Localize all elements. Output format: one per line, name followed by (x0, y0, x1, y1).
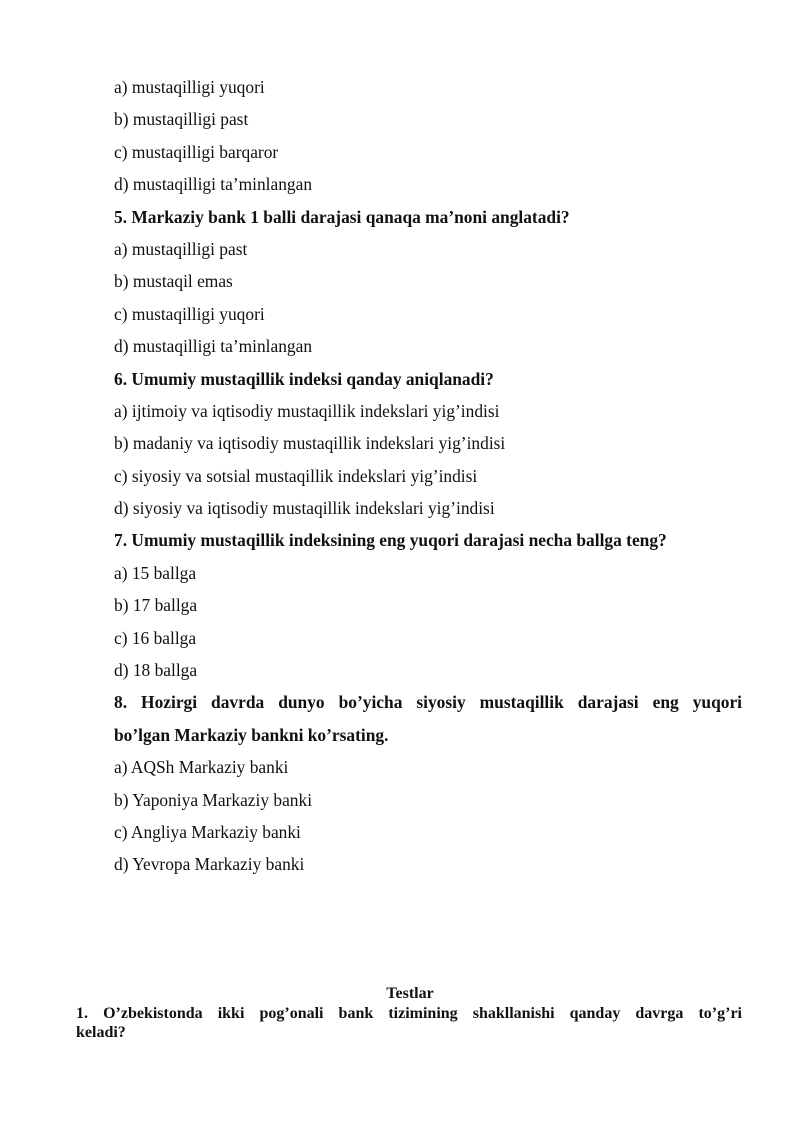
answer-option: c) siyosiy va sotsial mustaqillik indekslari yig’indisi (114, 465, 478, 486)
question-list (114, 76, 742, 886)
question-text: 5. Markaziy bank 1 balli darajasi qanaqa ma’noni anglatadi? (114, 206, 570, 227)
answer-option: d) 18 ballga (114, 660, 198, 681)
answer-option: d) mustaqilligi ta’minlangan (114, 336, 313, 357)
question-text: 8. Hozirgi davrda dunyo bo’yicha siyosiy mustaqillik darajasi eng yuqori (114, 692, 742, 713)
answer-option: b) mustaqilligi past (114, 109, 249, 130)
answer-option: c) 16 ballga (114, 627, 197, 648)
answer-option: b) 17 ballga (114, 595, 198, 616)
answer-option: c) Angliya Markaziy banki (114, 821, 301, 842)
question-text: bo’lgan Markaziy bankni ko’rsating. (114, 724, 389, 745)
section-question (76, 1004, 742, 1042)
section-question-line-1: 1. O’zbekistonda ikki pog’onali bank tizimining shakllanishi qanday davrga to’g’ri (76, 1005, 742, 1022)
section-question-line-2: keladi? (76, 1024, 126, 1041)
answer-option: b) Yaponiya Markaziy banki (114, 789, 313, 810)
answer-option: d) mustaqilligi ta’minlangan (114, 174, 313, 195)
answer-option: c) mustaqilligi barqaror (114, 141, 279, 162)
answer-option: a) 15 ballga (114, 562, 197, 583)
question-text: 7. Umumiy mustaqillik indeksining eng yuqori darajasi necha ballga teng? (114, 530, 667, 551)
answer-option: c) mustaqilligi yuqori (114, 303, 265, 324)
answer-option: a) AQSh Markaziy banki (114, 757, 289, 778)
answer-option: a) mustaqilligi yuqori (114, 77, 265, 97)
section-title: Testlar (386, 985, 434, 1002)
answer-option: d) Yevropa Markaziy banki (114, 854, 305, 875)
answer-option: d) siyosiy va iqtisodiy mustaqillik indekslari yig’indisi (114, 498, 495, 519)
answer-option: b) madaniy va iqtisodiy mustaqillik indekslari yig’indisi (114, 433, 506, 454)
answer-option: a) ijtimoiy va iqtisodiy mustaqillik indekslari yig’indisi (114, 400, 500, 421)
answer-option: a) mustaqilligi past (114, 238, 248, 259)
question-text: 6. Umumiy mustaqillik indeksi qanday aniqlanadi? (114, 368, 494, 389)
answer-option: b) mustaqil emas (114, 271, 233, 292)
